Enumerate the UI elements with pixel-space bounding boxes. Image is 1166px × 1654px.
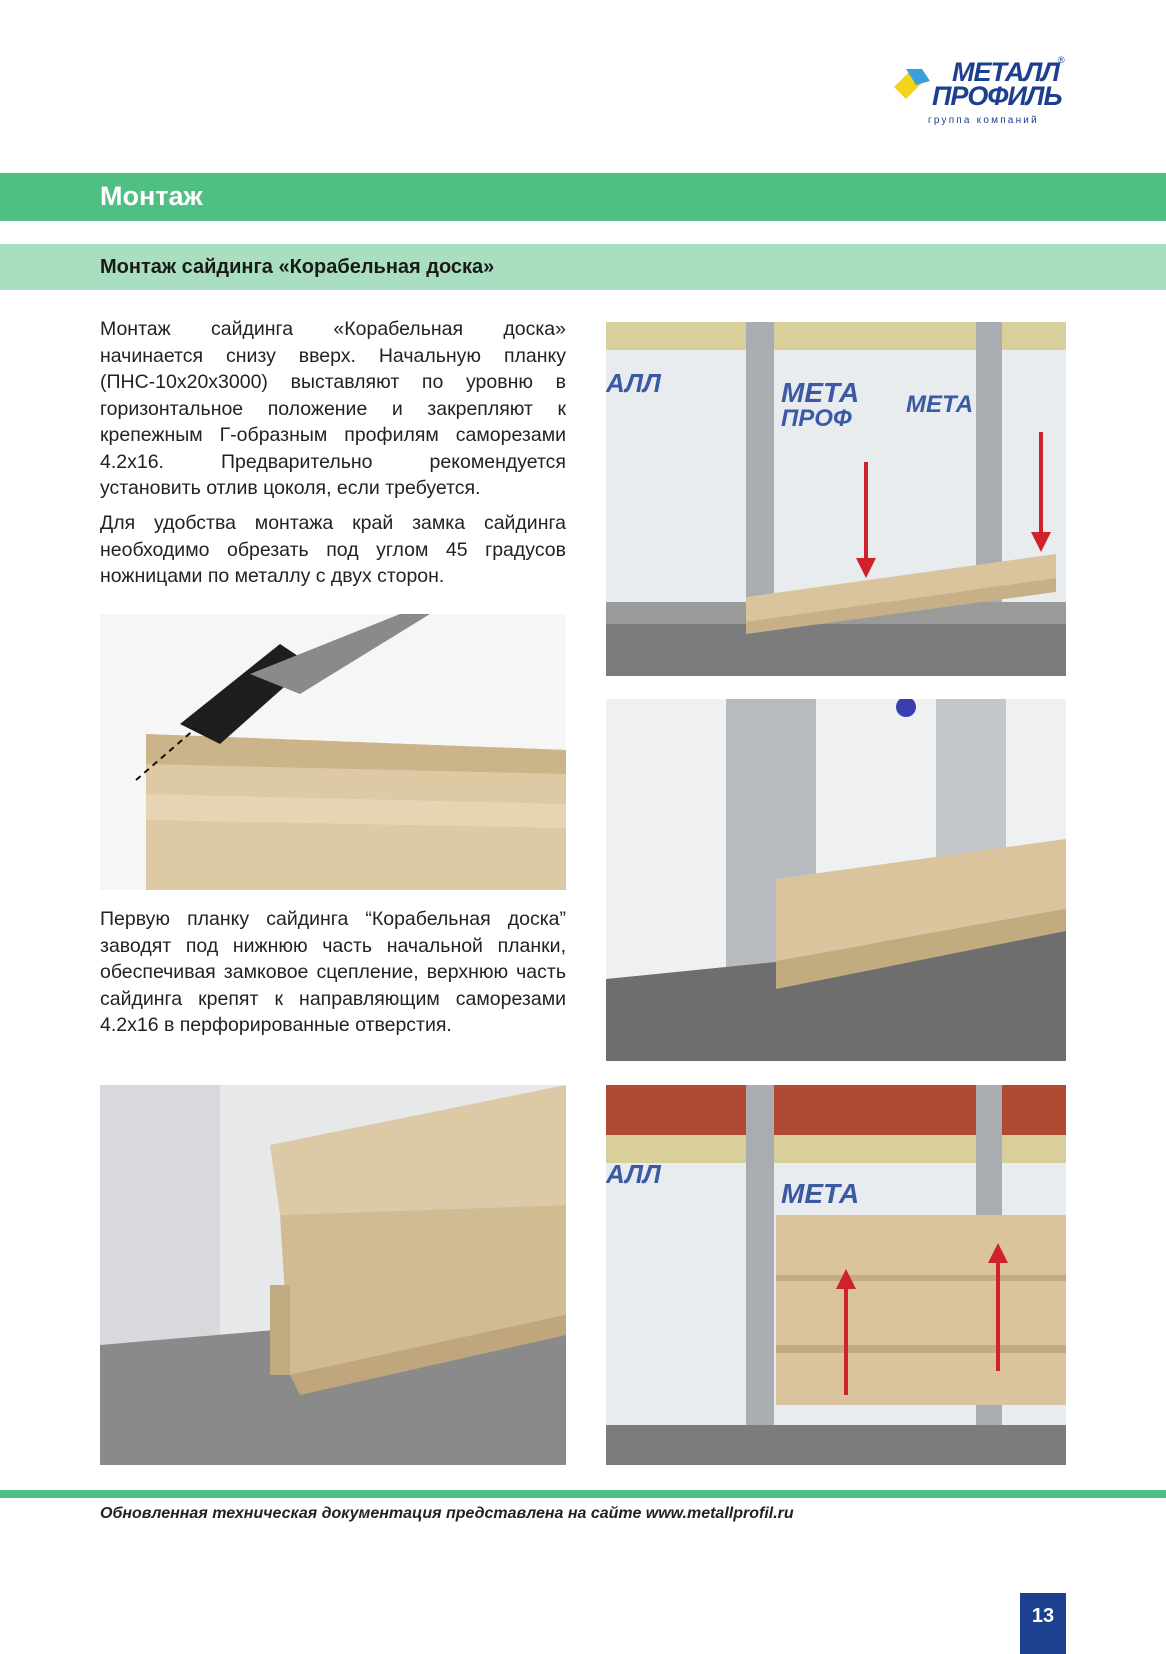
company-logo [880, 55, 1070, 130]
svg-text:АЛЛ: АЛЛ [606, 368, 661, 398]
footer-note: Обновленная техническая документация представлена на сайте www.metallprofil.ru [100, 1505, 794, 1522]
logo-subtitle: группа компаний [928, 115, 1039, 126]
logo-registered-mark: ® [1058, 55, 1065, 65]
section-subtitle: Монтаж сайдинга «Корабельная доска» [100, 256, 495, 278]
photo-first-panel-installation [606, 1085, 1066, 1465]
svg-text:MЕТА: MЕТА [781, 377, 860, 408]
page-number: 13 [1020, 1593, 1066, 1654]
paragraph-cut-lock: Для удобства монтажа край замка сайдинга необходимо обрезать под углом 45 градусов ножницами по металлу с двух сторон. [100, 512, 566, 587]
svg-text:АЛЛ: АЛЛ [606, 1159, 661, 1189]
logo-mark-icon [888, 61, 936, 109]
paragraph-first-panel: Первую планку сайдинга “Корабельная доска” заводят под нижнюю часть начальной планки, обеспечивая замковое сцепление, верхнюю часть сайдинга крепят к направляющим саморезами 4.2х16 в перфорированные отверстия. [100, 908, 566, 1036]
svg-text:MЕТА: MЕТА [906, 391, 974, 418]
photo-start-strip-installation [606, 322, 1066, 676]
svg-text:MЕТА: MЕТА [781, 1178, 860, 1209]
section-subtitle-bar [0, 244, 1166, 290]
logo-word-1: МЕТАЛЛ [952, 57, 1059, 87]
svg-text:ПРОФ: ПРОФ [781, 405, 852, 432]
paragraph-start-strip: Монтаж сайдинга «Корабельная доска» начинается снизу вверх. Начальную планку (ПНС-10х20х3000) выставляют по уровню в горизонтальное положение и закрепляют к крепежным Г-образным профилям саморезами 4.2х16. Предварительно рекомендуется установить отлив цоколя, если требуется. [100, 318, 566, 499]
footer-divider [0, 1490, 1166, 1498]
logo-word-2: ПРОФИЛЬ [932, 81, 1062, 111]
photo-start-strip-closeup [606, 699, 1066, 1061]
section-title-bar [0, 173, 1166, 221]
photo-cutting-lock-edge [100, 614, 566, 890]
photo-siding-board-lock [100, 1085, 566, 1465]
section-title: Монтаж [100, 181, 203, 211]
